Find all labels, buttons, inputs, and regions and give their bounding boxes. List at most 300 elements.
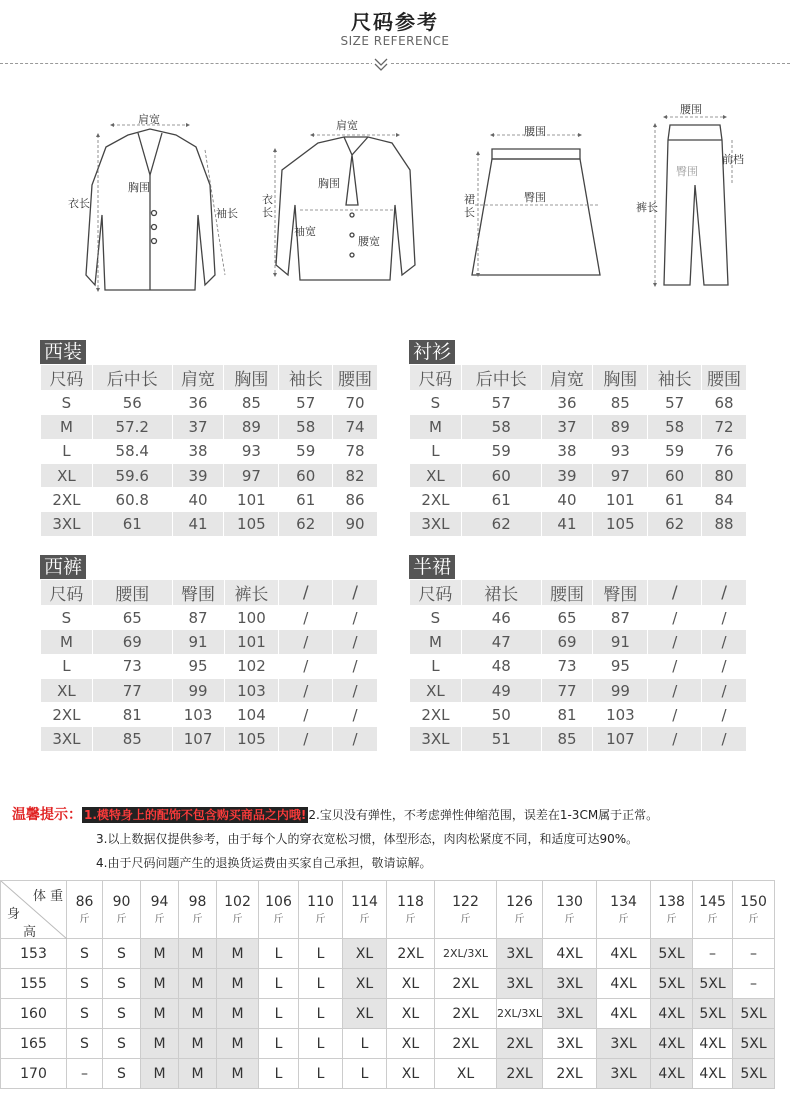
table-row: [410, 488, 747, 512]
table-row: [41, 630, 378, 654]
size-cell: S: [67, 999, 103, 1029]
table-cell: /: [333, 630, 378, 654]
table-cell: /: [702, 654, 747, 678]
table-cell: XL: [410, 678, 462, 702]
weight-header: 126 斤: [497, 881, 543, 939]
column-header: 尺码: [410, 580, 462, 606]
table-cell: 65: [541, 606, 593, 630]
table-cell: S: [41, 606, 93, 630]
table-cell: /: [648, 703, 702, 727]
skirt-table-tag: 半裙: [409, 555, 455, 580]
table-cell: 3XL: [410, 727, 462, 751]
table-row: [41, 391, 378, 415]
size-cell: 5XL: [733, 999, 775, 1029]
weight-header: 138 斤: [651, 881, 693, 939]
table-cell: 37: [541, 415, 593, 439]
size-cell: L: [259, 1029, 299, 1059]
table-cell: /: [648, 727, 702, 751]
suit-size-table: [40, 364, 378, 537]
table-cell: 91: [593, 630, 648, 654]
weight-header: 106 斤: [259, 881, 299, 939]
size-cell: S: [103, 1029, 141, 1059]
weight-header: 94 斤: [141, 881, 179, 939]
page-title: 尺码参考: [351, 10, 439, 34]
size-cell: M: [179, 1029, 217, 1059]
table-cell: /: [279, 606, 333, 630]
size-cell: XL: [387, 1059, 435, 1089]
table-cell: 50: [461, 703, 541, 727]
size-cell: XL: [387, 969, 435, 999]
size-cell: M: [179, 969, 217, 999]
size-cell: XL: [343, 999, 387, 1029]
table-cell: /: [333, 703, 378, 727]
shirt-size-table: [409, 364, 747, 537]
table-cell: /: [648, 678, 702, 702]
height-cell: 170: [1, 1059, 67, 1089]
table-cell: 102: [224, 654, 279, 678]
table-cell: 2XL: [410, 703, 462, 727]
table-header-row: [410, 365, 747, 391]
size-cell: 2XL/3XL: [435, 939, 497, 969]
table-cell: 103: [172, 703, 224, 727]
table-cell: /: [279, 630, 333, 654]
table-cell: 3XL: [41, 512, 93, 536]
table-cell: 62: [648, 512, 702, 536]
table-cell: 3XL: [41, 727, 93, 751]
table-cell: 62: [279, 512, 333, 536]
column-header: /: [702, 580, 747, 606]
table-cell: /: [648, 654, 702, 678]
size-cell: 2XL: [497, 1059, 543, 1089]
table-cell: /: [648, 630, 702, 654]
table-cell: 59.6: [92, 463, 172, 487]
garment-diagrams: [0, 95, 790, 310]
table-cell: 47: [461, 630, 541, 654]
table-header-row: [410, 580, 747, 606]
column-header: 袖长: [648, 365, 702, 391]
table-row: [410, 654, 747, 678]
table-cell: 37: [172, 415, 224, 439]
table-cell: 105: [593, 512, 648, 536]
table-cell: M: [410, 415, 462, 439]
weight-header: 150 斤: [733, 881, 775, 939]
table-row: [410, 463, 747, 487]
table-cell: /: [333, 678, 378, 702]
table-cell: /: [279, 727, 333, 751]
table-row: [410, 630, 747, 654]
table-cell: 105: [224, 727, 279, 751]
column-header: 腰围: [92, 580, 172, 606]
size-cell: L: [259, 999, 299, 1029]
size-cell: 3XL: [543, 1029, 597, 1059]
table-cell: 39: [172, 463, 224, 487]
size-cell: L: [299, 1029, 343, 1059]
size-cell: 3XL: [543, 969, 597, 999]
size-cell: 2XL/3XL: [497, 999, 543, 1029]
size-cell: 3XL: [597, 1029, 651, 1059]
table-cell: 77: [92, 678, 172, 702]
table-cell: 88: [702, 512, 747, 536]
table-row: [41, 606, 378, 630]
size-cell: 2XL: [543, 1059, 597, 1089]
table-row: [410, 606, 747, 630]
table-cell: 93: [593, 439, 648, 463]
size-cell: M: [179, 999, 217, 1029]
size-cell: M: [179, 939, 217, 969]
size-cell: –: [733, 939, 775, 969]
size-cell: M: [141, 1029, 179, 1059]
column-header: 后中长: [92, 365, 172, 391]
size-cell: 5XL: [733, 1059, 775, 1089]
size-cell: 2XL: [387, 939, 435, 969]
table-row: [410, 512, 747, 536]
table-cell: 40: [541, 488, 593, 512]
table-cell: 103: [593, 703, 648, 727]
pants-size-table: [40, 579, 378, 752]
table-row: [1, 999, 775, 1029]
size-cell: 4XL: [693, 1059, 733, 1089]
label-chest: 胸围: [128, 181, 150, 194]
table-cell: 73: [92, 654, 172, 678]
label-rise: 前档: [722, 153, 744, 166]
table-row: [41, 415, 378, 439]
body-size-table: [0, 880, 775, 1089]
size-cell: S: [103, 939, 141, 969]
weight-header: 86 斤: [67, 881, 103, 939]
label-length: 裤长: [636, 201, 658, 214]
table-row: [1, 1059, 775, 1089]
table-cell: 72: [702, 415, 747, 439]
table-cell: 3XL: [410, 512, 462, 536]
table-cell: 61: [461, 488, 541, 512]
size-cell: M: [179, 1059, 217, 1089]
height-label: 高: [23, 925, 37, 940]
size-cell: L: [343, 1029, 387, 1059]
size-cell: 4XL: [693, 1029, 733, 1059]
weight-header: 122 斤: [435, 881, 497, 939]
table-cell: 99: [172, 678, 224, 702]
table-cell: L: [410, 654, 462, 678]
skirt-size-table: [409, 579, 747, 752]
size-cell: L: [299, 939, 343, 969]
table-cell: /: [702, 727, 747, 751]
table-cell: 38: [172, 439, 224, 463]
size-cell: 2XL: [435, 969, 497, 999]
table-row: [410, 727, 747, 751]
table-cell: 85: [541, 727, 593, 751]
height-label: 身: [7, 907, 21, 922]
label-shoulder: 肩宽: [336, 119, 358, 132]
column-header: 尺码: [410, 365, 462, 391]
notes-label: 温馨提示：: [12, 807, 82, 823]
table-cell: 48: [461, 654, 541, 678]
table-cell: 65: [92, 606, 172, 630]
size-cell: 4XL: [651, 1029, 693, 1059]
table-cell: 101: [224, 488, 279, 512]
label-cuff: 袖宽: [294, 225, 316, 238]
label-chest: 胸围: [318, 177, 340, 190]
table-cell: 76: [702, 439, 747, 463]
corner-cell: [1, 881, 67, 939]
size-cell: L: [299, 969, 343, 999]
table-cell: 60: [648, 463, 702, 487]
table-row: [41, 463, 378, 487]
size-cell: XL: [343, 939, 387, 969]
size-cell: 3XL: [497, 939, 543, 969]
table-cell: 60.8: [92, 488, 172, 512]
table-cell: 89: [224, 415, 279, 439]
size-cell: 5XL: [693, 999, 733, 1029]
table-cell: 90: [333, 512, 378, 536]
table-cell: 80: [702, 463, 747, 487]
table-cell: 93: [224, 439, 279, 463]
table-cell: L: [41, 439, 93, 463]
table-cell: 85: [224, 391, 279, 415]
table-cell: 41: [541, 512, 593, 536]
table-cell: 59: [461, 439, 541, 463]
column-header: /: [648, 580, 702, 606]
size-cell: M: [217, 999, 259, 1029]
column-header: 腰围: [541, 580, 593, 606]
size-cell: 3XL: [597, 1059, 651, 1089]
table-cell: 61: [279, 488, 333, 512]
table-cell: 95: [172, 654, 224, 678]
label-sleeve: 袖长: [216, 207, 238, 220]
table-cell: 62: [461, 512, 541, 536]
table-cell: 61: [92, 512, 172, 536]
size-cell: 4XL: [597, 939, 651, 969]
table-cell: /: [279, 678, 333, 702]
table-row: [1, 939, 775, 969]
size-cell: 5XL: [693, 969, 733, 999]
height-cell: 155: [1, 969, 67, 999]
size-cell: –: [67, 1059, 103, 1089]
table-header-row: [41, 365, 378, 391]
size-cell: 4XL: [597, 969, 651, 999]
table-row: [41, 678, 378, 702]
table-cell: S: [41, 391, 93, 415]
table-cell: 107: [593, 727, 648, 751]
table-cell: 101: [593, 488, 648, 512]
size-cell: 5XL: [733, 1029, 775, 1059]
table-cell: 39: [541, 463, 593, 487]
table-cell: XL: [41, 678, 93, 702]
size-cell: 4XL: [651, 1059, 693, 1089]
table-cell: 49: [461, 678, 541, 702]
table-cell: /: [333, 606, 378, 630]
table-cell: 56: [92, 391, 172, 415]
size-cell: M: [217, 1029, 259, 1059]
table-row: [41, 488, 378, 512]
size-cell: L: [259, 969, 299, 999]
column-header: /: [279, 580, 333, 606]
height-cell: 160: [1, 999, 67, 1029]
table-cell: 2XL: [41, 488, 93, 512]
table-cell: 84: [702, 488, 747, 512]
size-cell: L: [259, 1059, 299, 1089]
table-cell: 36: [541, 391, 593, 415]
label-length: 衣长: [68, 197, 90, 210]
size-cell: L: [259, 939, 299, 969]
table-cell: 40: [172, 488, 224, 512]
table-cell: 97: [224, 463, 279, 487]
table-cell: 105: [224, 512, 279, 536]
table-cell: 2XL: [41, 703, 93, 727]
weight-header: 130 斤: [543, 881, 597, 939]
table-cell: 101: [224, 630, 279, 654]
size-cell: S: [67, 939, 103, 969]
table-cell: 36: [172, 391, 224, 415]
column-header: 腰围: [702, 365, 747, 391]
label-waist: 腰围: [524, 125, 546, 138]
label-waist: 腰围: [680, 103, 702, 116]
table-row: [410, 415, 747, 439]
note-1: 1.模特身上的配饰不包含购买商品之内哦!: [84, 808, 307, 822]
table-header-row: [41, 580, 378, 606]
size-cell: XL: [343, 969, 387, 999]
table-row: [410, 391, 747, 415]
column-header: 后中长: [461, 365, 541, 391]
column-header: 肩宽: [541, 365, 593, 391]
table-cell: 70: [333, 391, 378, 415]
divider: [0, 63, 790, 64]
table-cell: 100: [224, 606, 279, 630]
column-header: 尺码: [41, 580, 93, 606]
table-header-row: [1, 881, 775, 939]
table-cell: 60: [461, 463, 541, 487]
table-cell: M: [410, 630, 462, 654]
size-cell: L: [343, 1059, 387, 1089]
label-length: 衣长: [262, 193, 273, 219]
note-4: 4.由于尺码问题产生的退换货运费由买家自己承担，敬请谅解。: [96, 856, 432, 870]
table-cell: /: [279, 654, 333, 678]
chevron-down-icon: [372, 56, 390, 74]
table-cell: 91: [172, 630, 224, 654]
column-header: 胸围: [593, 365, 648, 391]
table-cell: 104: [224, 703, 279, 727]
size-cell: 2XL: [435, 999, 497, 1029]
table-cell: L: [41, 654, 93, 678]
size-cell: XL: [435, 1059, 497, 1089]
size-cell: 4XL: [597, 999, 651, 1029]
column-header: 胸围: [224, 365, 279, 391]
suit-table-tag: 西装: [40, 340, 86, 365]
column-header: 肩宽: [172, 365, 224, 391]
page-subtitle: SIZE REFERENCE: [340, 34, 450, 48]
table-row: [41, 727, 378, 751]
size-cell: 3XL: [543, 999, 597, 1029]
table-cell: 57.2: [92, 415, 172, 439]
weight-header: 110 斤: [299, 881, 343, 939]
note-2: 2.宝贝没有弹性，不考虑弹性伸缩范围，误差在1-3CM属于正常。: [308, 808, 659, 822]
table-cell: /: [702, 703, 747, 727]
size-cell: M: [141, 969, 179, 999]
size-cell: 4XL: [543, 939, 597, 969]
table-cell: 78: [333, 439, 378, 463]
table-cell: 97: [593, 463, 648, 487]
table-cell: 59: [279, 439, 333, 463]
table-cell: 107: [172, 727, 224, 751]
table-row: [41, 654, 378, 678]
table-cell: 87: [172, 606, 224, 630]
column-header: 尺码: [41, 365, 93, 391]
table-cell: 57: [648, 391, 702, 415]
size-cell: 4XL: [651, 999, 693, 1029]
table-cell: 59: [648, 439, 702, 463]
height-cell: 165: [1, 1029, 67, 1059]
weight-label: 体 重: [33, 889, 64, 904]
column-header: 裙长: [461, 580, 541, 606]
weight-header: 114 斤: [343, 881, 387, 939]
shirt-table-tag: 衬衫: [409, 340, 455, 365]
table-row: [410, 678, 747, 702]
size-cell: L: [299, 999, 343, 1029]
table-row: [41, 703, 378, 727]
height-cell: 153: [1, 939, 67, 969]
table-cell: /: [279, 703, 333, 727]
table-cell: 69: [541, 630, 593, 654]
column-header: 臀围: [593, 580, 648, 606]
table-cell: 58: [279, 415, 333, 439]
table-cell: /: [648, 606, 702, 630]
table-cell: 58.4: [92, 439, 172, 463]
table-cell: 46: [461, 606, 541, 630]
table-row: [1, 1029, 775, 1059]
table-cell: 60: [279, 463, 333, 487]
table-cell: 58: [648, 415, 702, 439]
size-cell: M: [217, 939, 259, 969]
size-cell: M: [217, 1059, 259, 1089]
table-cell: 57: [461, 391, 541, 415]
table-cell: 89: [593, 415, 648, 439]
column-header: 腰围: [333, 365, 378, 391]
table-cell: 85: [92, 727, 172, 751]
page-header: [0, 0, 790, 80]
size-cell: S: [103, 1059, 141, 1089]
table-cell: 41: [172, 512, 224, 536]
size-cell: M: [141, 939, 179, 969]
table-cell: 81: [92, 703, 172, 727]
size-cell: L: [299, 1059, 343, 1089]
table-cell: 85: [593, 391, 648, 415]
size-cell: 2XL: [497, 1029, 543, 1059]
weight-header: 145 斤: [693, 881, 733, 939]
weight-header: 102 斤: [217, 881, 259, 939]
table-cell: XL: [41, 463, 93, 487]
table-cell: /: [702, 606, 747, 630]
table-cell: 2XL: [410, 488, 462, 512]
size-cell: 2XL: [435, 1029, 497, 1059]
table-row: [410, 439, 747, 463]
size-cell: M: [141, 1059, 179, 1089]
size-cell: XL: [387, 999, 435, 1029]
size-cell: S: [67, 969, 103, 999]
column-header: 臀围: [172, 580, 224, 606]
table-row: [41, 439, 378, 463]
pants-table-tag: 西裤: [40, 555, 86, 580]
table-row: [41, 512, 378, 536]
size-cell: XL: [387, 1029, 435, 1059]
table-cell: 82: [333, 463, 378, 487]
table-cell: 73: [541, 654, 593, 678]
table-cell: /: [333, 654, 378, 678]
column-header: 袖长: [279, 365, 333, 391]
table-cell: 99: [593, 678, 648, 702]
table-cell: 38: [541, 439, 593, 463]
column-header: 裤长: [224, 580, 279, 606]
table-cell: S: [410, 606, 462, 630]
size-cell: 5XL: [651, 969, 693, 999]
